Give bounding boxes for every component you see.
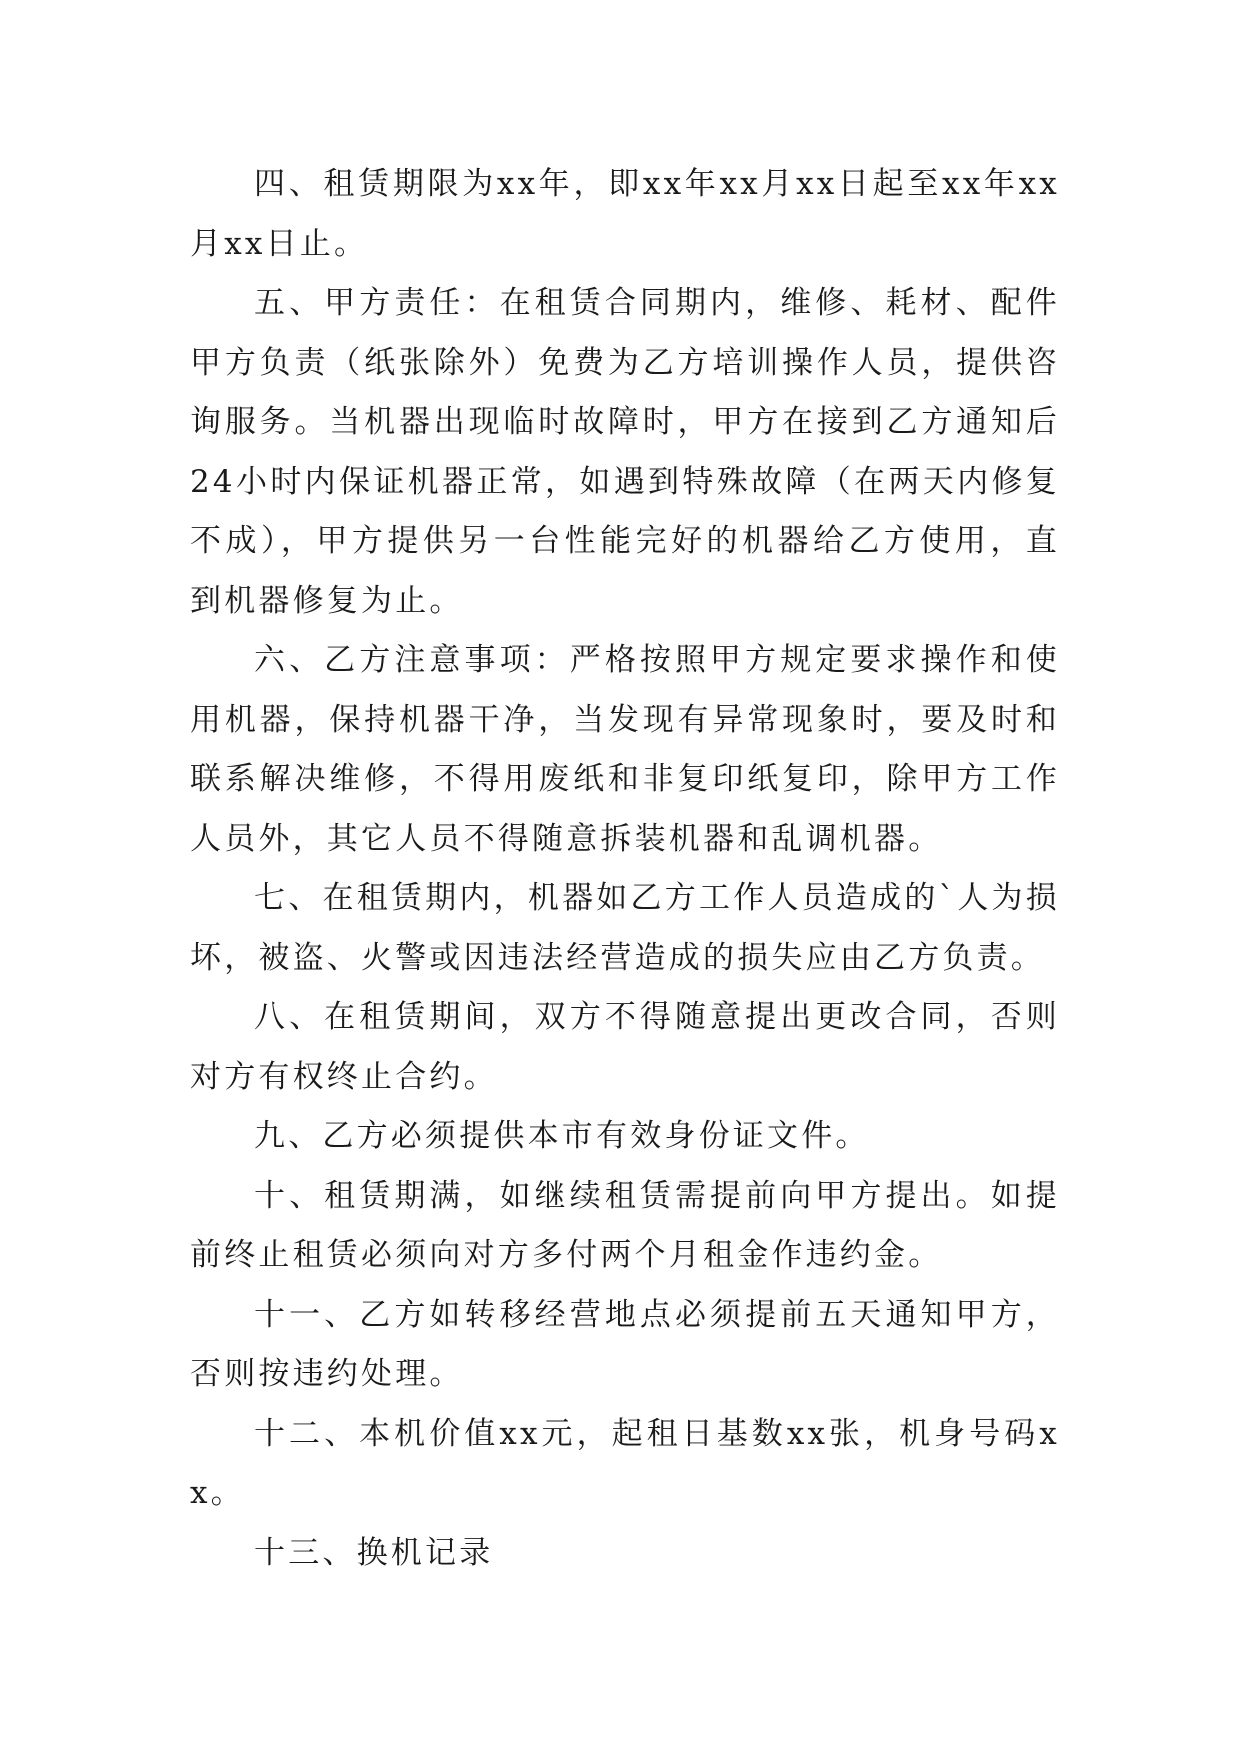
document-body (190, 155, 1060, 1583)
clause-12-machine-value: 十二、本机价值xx元，起租日基数xx张，机身号码xx。 (190, 1415, 1060, 1511)
clause-10-lease-expiry: 十、租赁期满，如继续租赁需提前向甲方提出。如提前终止租赁必须向对方多付两个月租金作违约金。 (190, 1177, 1060, 1273)
clause-7-damage-liability: 七、在租赁期内，机器如乙方工作人员造成的`人为损坏，被盗、火警或因违法经营造成的损失应由乙方负责。 (190, 880, 1060, 976)
clause-13-machine-exchange-record: 十三、换机记录 (254, 1534, 494, 1571)
clause-5-party-a-responsibility: 五、甲方责任：在租赁合同期内，维修、耗材、配件甲方负责（纸张除外）免费为乙方培训操作人员，提供咨询服务。当机器出现临时故障时，甲方在接到乙方通知后24小时内保证机器正常，如遇到特殊故障（在两天内修复不成），甲方提供另一台性能完好的机器给乙方使用，直到机器修复为止。 (190, 285, 1060, 619)
clause-6-party-b-notes: 六、乙方注意事项：严格按照甲方规定要求操作和使用机器，保持机器干净，当发现有异常现象时，要及时和联系解决维修，不得用废纸和非复印纸复印，除甲方工作人员外，其它人员不得随意拆装机器和乱调机器。 (190, 642, 1060, 857)
clause-9-identity-documents: 九、乙方必须提供本市有效身份证文件。 (254, 1118, 870, 1154)
clause-8-contract-changes: 八、在租赁期间，双方不得随意提出更改合同，否则对方有权终止合约。 (190, 999, 1060, 1095)
clause-11-relocation: 十一、乙方如转移经营地点必须提前五天通知甲方，否则按违约处理。 (190, 1296, 1060, 1392)
clause-4-lease-term: 四、租赁期限为xx年，即xx年xx月xx日起至xx年xx月xx日止。 (190, 166, 1060, 262)
